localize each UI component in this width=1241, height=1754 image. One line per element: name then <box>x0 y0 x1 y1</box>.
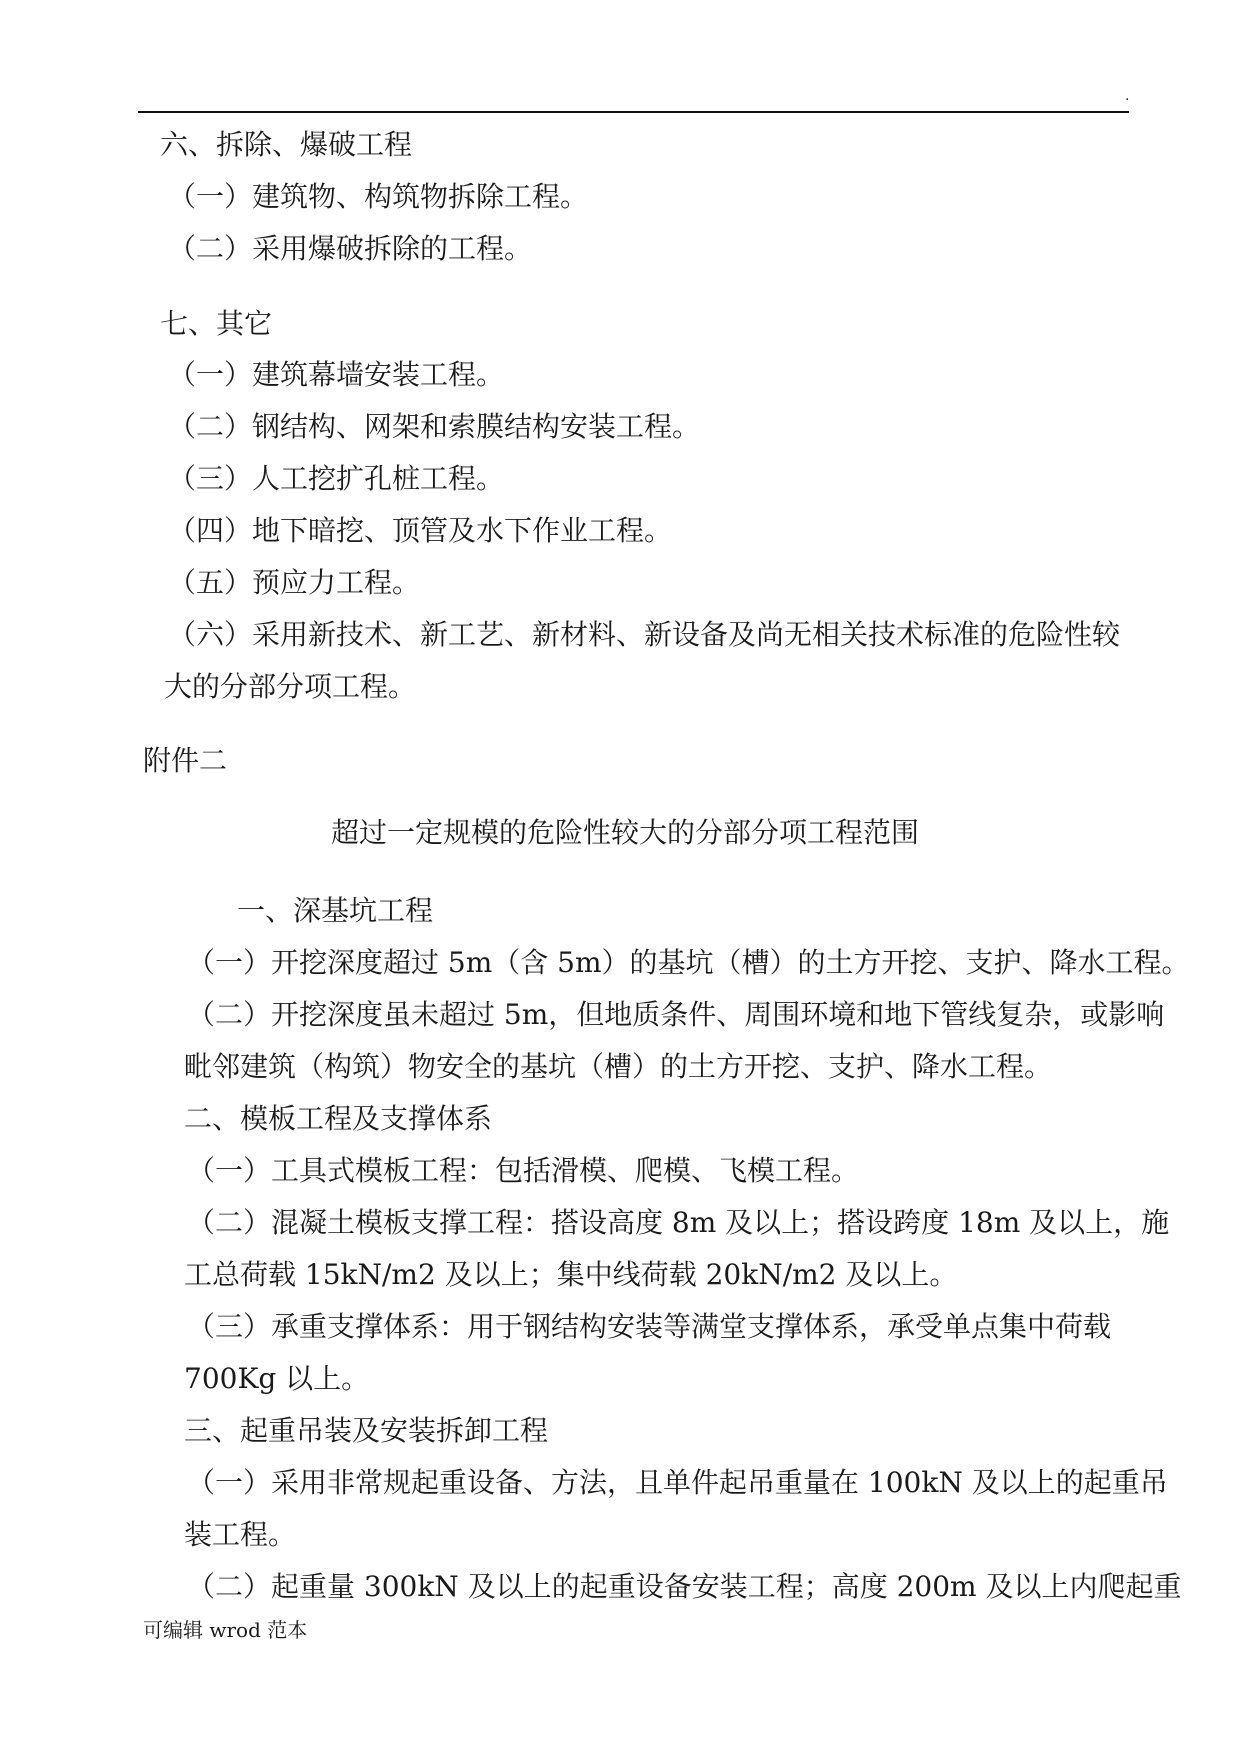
appendix-title: 超过一定规模的危险性较大的分部分项工程范围 <box>331 816 920 849</box>
part-3-line-3: （二）起重量 300kN 及以上的起重设备安装工程；高度 200m 及以上内爬起重 <box>187 1570 1182 1603</box>
section-7-title: 七、其它 <box>160 307 273 340</box>
section-6-title: 六、拆除、爆破工程 <box>160 128 413 161</box>
section-7-item-5: （五）预应力工程。 <box>168 566 421 599</box>
part-2-line-5: 700Kg 以上。 <box>184 1362 370 1395</box>
part-2-line-4: （三）承重支撑体系：用于钢结构安装等满堂支撑体系，承受单点集中荷载 <box>187 1310 1112 1343</box>
part-3-title: 三、起重吊装及安装拆卸工程 <box>184 1414 549 1447</box>
section-6-item-1: （一）建筑物、构筑物拆除工程。 <box>168 180 589 213</box>
footer-note: 可编辑 wrod 范本 <box>143 1618 308 1642</box>
section-7-item-6-cont: 大的分部分项工程。 <box>164 670 417 703</box>
part-2-title: 二、模板工程及支撑体系 <box>184 1102 493 1135</box>
part-2-line-2: （二）混凝土模板支撑工程：搭设高度 8m 及以上；搭设跨度 18m 及以上，施 <box>187 1206 1170 1239</box>
section-7-item-4: （四）地下暗挖、顶管及水下作业工程。 <box>168 514 673 547</box>
section-7-item-1: （一）建筑幕墙安装工程。 <box>168 358 505 391</box>
part-1-line-1: （一）开挖深度超过 5m（含 5m）的基坑（槽）的土方开挖、支护、降水工程。 <box>187 946 1190 979</box>
part-3-line-2: 装工程。 <box>184 1518 297 1551</box>
header-mark: . <box>1125 88 1130 104</box>
header-rule <box>138 111 1129 113</box>
part-1-line-3: 毗邻建筑（构筑）物安全的基坑（槽）的土方开挖、支护、降水工程。 <box>184 1050 1053 1083</box>
part-2-line-3: 工总荷载 15kN/m2 及以上；集中线荷载 20kN/m2 及以上。 <box>184 1258 958 1291</box>
part-2-line-1: （一）工具式模板工程：包括滑模、爬模、飞模工程。 <box>187 1154 860 1187</box>
section-7-item-6: （六）采用新技术、新工艺、新材料、新设备及尚无相关技术标准的危险性较 <box>168 618 1121 651</box>
part-1-line-2: （二）开挖深度虽未超过 5m，但地质条件、周围环境和地下管线复杂，或影响 <box>187 998 1165 1031</box>
part-3-line-1: （一）采用非常规起重设备、方法，且单件起吊重量在 100kN 及以上的起重吊 <box>187 1466 1168 1499</box>
part-1-title: 一、深基坑工程 <box>237 894 434 927</box>
appendix-label: 附件二 <box>143 744 228 777</box>
section-6-item-2: （二）采用爆破拆除的工程。 <box>168 232 533 265</box>
section-7-item-2: （二）钢结构、网架和索膜结构安装工程。 <box>168 410 701 443</box>
section-7-item-3: （三）人工挖扩孔桩工程。 <box>168 462 505 495</box>
